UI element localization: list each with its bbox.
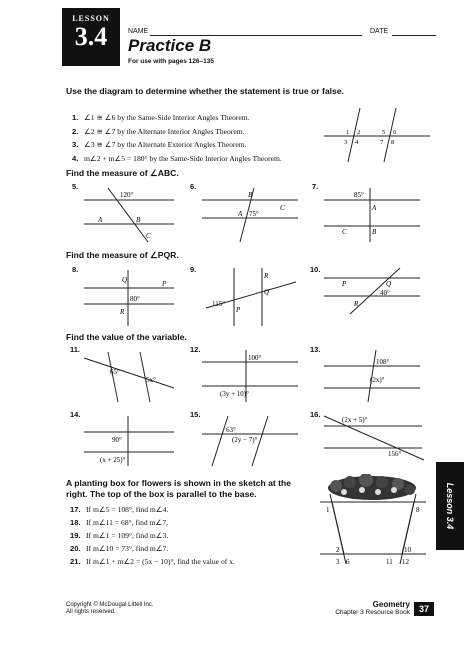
problem-5-num: 5. [72, 182, 79, 191]
point-r: R [264, 272, 269, 280]
point-q: Q [122, 276, 128, 284]
point-p: P [162, 280, 167, 288]
problem-6-num: 6. [190, 182, 197, 191]
problem-13-diagram [320, 348, 424, 404]
angle-label-1: 108° [376, 358, 390, 366]
problem-10-diagram [320, 266, 424, 318]
question-17-num: 17. [70, 505, 81, 514]
question-1-text: ∠1 ≅ ∠6 by the Same-Side Interior Angles Theorem. [84, 113, 250, 122]
angle-label: 40° [380, 289, 390, 297]
line-left [212, 416, 228, 466]
book-info [304, 601, 410, 617]
side-tab-label: Lesson 3.4 [445, 482, 455, 530]
problem-12-num: 12. [190, 345, 201, 354]
box-label-2: 2 [336, 546, 340, 554]
box-label-12: 12 [402, 558, 409, 566]
box-label-10: 10 [404, 546, 411, 554]
angle-label: 75° [249, 210, 259, 218]
angle-label-1: 1 [346, 129, 350, 136]
angle-label-3: 3 [344, 139, 348, 146]
angle-label-2: (3y + 10)° [220, 390, 249, 398]
angle-label-2: 5x° [146, 376, 156, 384]
question-4-num: 4. [72, 153, 79, 163]
problem-7-diagram [320, 186, 424, 244]
angle-label: 120° [120, 191, 134, 199]
line-left [108, 352, 118, 402]
question-2-num: 2. [72, 126, 79, 136]
angle-label-1: 90° [112, 436, 122, 444]
book-subtitle: Chapter 3 Resource Book [335, 609, 410, 616]
problem-7-num: 7. [312, 182, 319, 191]
question-21 [70, 555, 235, 568]
angle-label-5: 5 [382, 129, 386, 136]
angle-label-7: 7 [380, 139, 384, 146]
point-b: B [136, 216, 141, 224]
angle-label-2: (2x)° [370, 376, 385, 384]
problem-9-diagram [198, 266, 302, 328]
problem-16-num: 16. [310, 410, 321, 419]
question-19 [70, 529, 235, 542]
section4-heading: Find the value of the variable. [66, 332, 187, 342]
question-4 [72, 152, 282, 166]
point-c: C [146, 232, 151, 240]
section2-heading: Find the measure of ∠ABC. [66, 168, 179, 178]
question-18-text: If m∠11 = 68°, find m∠7. [86, 518, 169, 527]
point-r: R [120, 308, 125, 316]
problem-11-num: 11. [70, 345, 81, 354]
question-3 [72, 138, 282, 152]
angle-label-1: 100° [248, 354, 262, 362]
section5-items [70, 503, 235, 568]
date-line[interactable] [392, 35, 436, 36]
transversal [84, 358, 174, 388]
problem-6-diagram [198, 186, 302, 244]
point-c: C [342, 228, 347, 236]
problem-15-diagram [198, 412, 302, 468]
angle-label-2: 156° [388, 450, 402, 458]
book-title: Geometry [372, 600, 410, 609]
problem-8-num: 8. [72, 265, 79, 274]
problem-16-diagram [320, 412, 426, 462]
point-b: B [248, 191, 253, 199]
angle-label-2: (2y − 7)° [232, 436, 258, 444]
angle-label-1: (2x + 5)° [342, 416, 368, 424]
section1-items [72, 111, 282, 165]
question-21-num: 21. [70, 557, 81, 566]
question-2-text: ∠2 ≅ ∠7 by the Alternate Interior Angles Theorem. [84, 126, 245, 136]
copyright-line-2: All rights reserved. [66, 609, 116, 615]
point-b: B [372, 228, 377, 236]
angle-label-4: 4 [355, 139, 359, 146]
point-q: Q [264, 288, 270, 296]
question-2 [72, 125, 282, 139]
question-20-num: 20. [70, 544, 81, 553]
point-a: A [238, 210, 243, 218]
problem-8-diagram [80, 268, 178, 328]
angle-label: 115° [212, 300, 226, 308]
section1-instruction: Use the diagram to determine whether the statement is true or false. [66, 86, 344, 96]
lesson-number: 3.4 [74, 22, 108, 51]
angle-label-6: 6 [393, 129, 397, 136]
lesson-side-tab [436, 462, 464, 550]
page-title: Practice B [128, 36, 212, 55]
box-label-11: 11 [386, 558, 393, 566]
point-c: C [280, 204, 285, 212]
question-17-text: If m∠5 = 108°, find m∠4. [86, 505, 169, 514]
question-3-num: 3. [72, 140, 79, 149]
page-number: 37 [414, 602, 434, 616]
box-label-1: 1 [326, 506, 330, 514]
angle-label: 80° [130, 295, 140, 303]
copyright [66, 602, 153, 616]
point-p: P [236, 306, 241, 314]
point-a: A [372, 204, 377, 212]
question-18 [70, 516, 235, 529]
problem-9-num: 9. [190, 265, 197, 274]
question-19-text: If m∠1 = 109°, find m∠3. [86, 531, 169, 540]
box-label-8: 8 [416, 506, 420, 514]
problem-5-diagram [80, 186, 178, 244]
question-21-text: If m∠1 + m∠2 = (5x − 10)°, find the value of x. [86, 557, 235, 566]
angle-label-2: 2 [357, 129, 361, 136]
problem-13-num: 13. [310, 345, 321, 354]
section5-intro: A planting box for flowers is shown in the sketch at the right. The top of the box is parallel to the base. [66, 478, 292, 499]
flowers [328, 474, 416, 500]
problem-11-diagram [80, 348, 178, 404]
angle-label-8: 8 [391, 139, 395, 146]
page-subtitle: For use with pages 126–135 [128, 58, 214, 65]
box-outline [332, 502, 414, 554]
name-label: NAME [128, 28, 149, 35]
angle-label: 85° [354, 191, 364, 199]
section3-heading: Find the measure of ∠PQR. [66, 250, 179, 260]
point-r: R [354, 300, 359, 308]
point-a: A [98, 216, 103, 224]
problem-14-num: 14. [70, 410, 81, 419]
lesson-label: LESSON [72, 14, 110, 23]
angle-label-1: 63° [226, 426, 236, 434]
box-label-3: 3 [336, 558, 340, 566]
point-p: P [342, 280, 347, 288]
question-17 [70, 503, 235, 516]
question-1 [72, 111, 282, 125]
date-label: DATE [370, 28, 389, 35]
angle-label-1: 65° [110, 368, 120, 376]
planting-box-diagram [316, 474, 428, 568]
lesson-badge [62, 8, 120, 66]
question-18-num: 18. [70, 518, 81, 527]
point-q: Q [386, 280, 392, 288]
problem-12-diagram [198, 348, 302, 404]
copyright-line-1: Copyright © McDougal Littell Inc. [66, 602, 154, 608]
angle-label-2: (x + 25)° [100, 456, 126, 464]
question-20 [70, 542, 235, 555]
transversal [324, 416, 424, 460]
problem-14-diagram [80, 414, 178, 468]
question-3-text: ∠3 ≅ ∠7 by the Alternate Exterior Angles Theorem. [84, 140, 247, 149]
question-19-num: 19. [70, 531, 81, 540]
parallel-lines-diagram [322, 106, 432, 164]
question-1-num: 1. [72, 113, 79, 122]
question-20-text: If m∠10 = 73°, find m∠7. [86, 544, 169, 553]
box-label-6: 6 [346, 558, 350, 566]
question-4-text: m∠2 + m∠5 = 180° by the Same-Side Interior Angles Theorem. [84, 153, 282, 163]
problem-10-num: 10. [310, 265, 321, 274]
problem-15-num: 15. [190, 410, 201, 419]
